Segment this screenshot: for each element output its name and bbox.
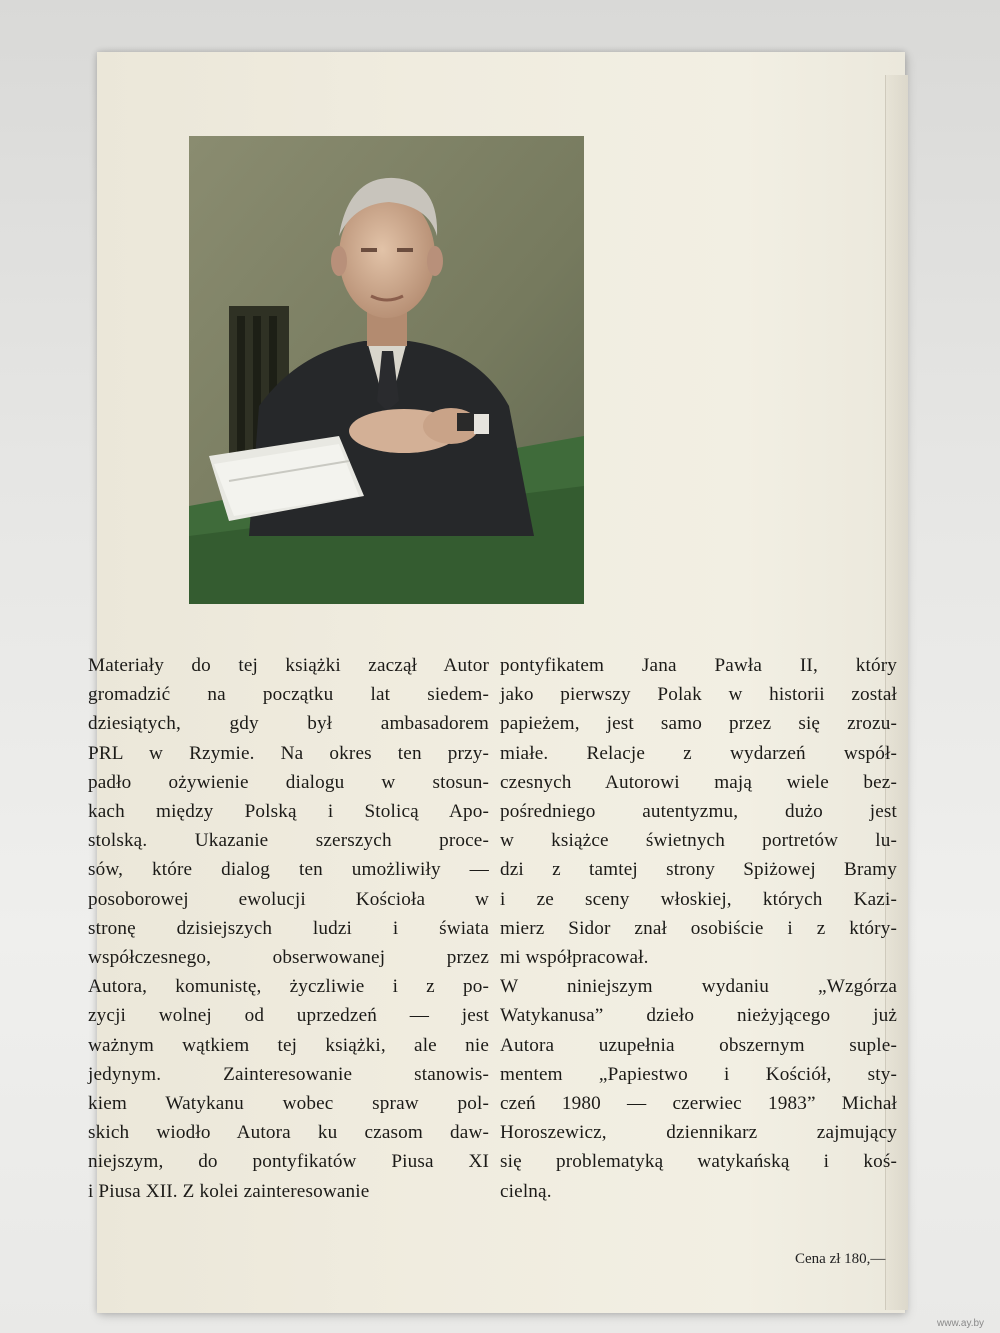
text-line: cielną. [500,1180,552,1202]
text-line: papieżem, jest samo przez się zrozu- [500,713,897,735]
text-line: mentem „Papiestwo i Kościół, sty- [500,1063,897,1085]
text-line: stolską. Ukazanie szerszych proce- [88,830,489,852]
text-line: PRL w Rzymie. Na okres ten przy- [88,742,489,764]
text-line: skich wiodło Autora ku czasom daw- [88,1122,489,1144]
text-line: współczesnego, obserwowanej przez [88,947,489,969]
text-line: dzi z tamtej strony Spiżowej Bramy [500,859,897,881]
watermark: www.ay.by [937,1318,985,1329]
text-line: W niniejszym wydaniu „Wzgórza [500,976,897,998]
text-line: jako pierwszy Polak w historii został [500,684,897,706]
description-right-column [500,651,897,1206]
text-line: Materiały do tej książki zaczął Autor [88,655,489,676]
description-left-column [88,651,489,1206]
text-line: zycji wolnej od uprzedzeń — jest [88,1005,489,1027]
text-line: mi współpracował. [500,947,649,969]
text-line: ważnym wątkiem tej książki, ale nie [88,1034,489,1056]
text-line: i Piusa XII. Z kolei zainteresowanie [88,1180,370,1202]
text-line: Autora, komunistę, życzliwie i z po- [88,976,489,998]
text-line: dziesiątych, gdy był ambasadorem [88,713,489,735]
text-line: kach między Polską i Stolicą Apo- [88,801,489,823]
text-line: pośredniego autentyzmu, dużo jest [500,801,897,823]
text-line: pontyfikatem Jana Pawła II, który [500,655,897,676]
text-line: miałe. Relacje z wydarzeń współ- [500,742,897,764]
text-line: Autora uzupełnia obszernym suple- [500,1034,897,1056]
text-line: sów, które dialog ten umożliwiły — [88,859,489,881]
text-line: kiem Watykanu wobec spraw pol- [88,1093,489,1115]
text-line: czeń 1980 — czerwiec 1983” Michał [500,1093,897,1115]
price-label: Cena zł 180,— [795,1251,886,1267]
text-line: mierz Sidor znał osobiście i z który- [500,917,897,939]
text-line: i ze sceny włoskiej, których Kazi- [500,888,897,910]
author-portrait-photo [189,136,584,604]
text-line: w książce świetnych portretów lu- [500,830,897,852]
text-line: stronę dzisiejszych ludzi i świata [88,917,489,939]
text-line: Horoszewicz, dziennikarz zajmujący [500,1122,897,1144]
text-line: się problematyką watykańską i koś- [500,1151,897,1173]
text-line: gromadzić na początku lat siedem- [88,684,489,706]
text-line: jedynym. Zainteresowanie stanowis- [88,1063,489,1085]
text-line: czesnych Autorowi mają wiele bez- [500,771,897,793]
text-line: padło ożywienie dialogu w stosun- [88,771,489,793]
text-line: Watykanusa” dzieło nieżyjącego już [500,1005,897,1027]
text-line: posoborowej ewolucji Kościoła w [88,888,489,910]
text-line: niejszym, do pontyfikatów Piusa XI [88,1151,489,1173]
